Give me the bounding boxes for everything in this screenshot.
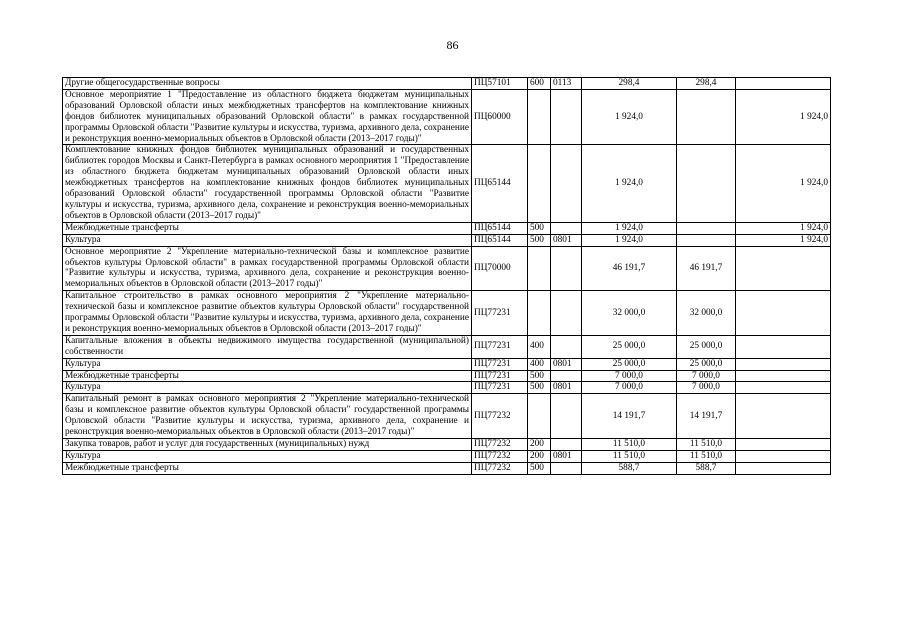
row-name-cell: Основное мероприятие 2 "Укрепление материально-технической базы и комплексное развитие объектов культуры Орловской области" в рамках государственной программы Орловской области "Развитие культуры и искусства, туризма, архивного дела, сохранение и реконструкция военно-мемориальных объектов в Орловской области (2013–2017 годы)" — [63, 246, 472, 291]
amount-col3-cell — [736, 78, 831, 90]
total-amount-cell: 1 924,0 — [582, 222, 677, 234]
expense-type-cell: 600 — [528, 78, 551, 90]
amount-col2-cell — [677, 222, 736, 234]
row-name-cell: Капитальные вложения в объекты недвижимого имущества государственной (муниципальной) собственности — [63, 335, 472, 358]
budget-table — [62, 77, 831, 475]
section-cell: 0801 — [551, 382, 582, 394]
table-row — [63, 382, 831, 394]
row-name-cell: Культура — [63, 382, 472, 394]
section-cell: 0801 — [551, 358, 582, 370]
row-name-cell: Межбюджетные трансферты — [63, 370, 472, 382]
target-code-cell: ПЦ77232 — [472, 450, 528, 462]
amount-col3-cell — [736, 358, 831, 370]
amount-col2-cell: 32 000,0 — [677, 291, 736, 336]
amount-col2-cell: 11 510,0 — [677, 450, 736, 462]
expense-type-cell — [528, 291, 551, 336]
amount-col2-cell — [677, 89, 736, 145]
amount-col3-cell: 1 924,0 — [736, 222, 831, 234]
amount-col2-cell: 298,4 — [677, 78, 736, 90]
amount-col2-cell: 14 191,7 — [677, 394, 736, 439]
table-row — [63, 335, 831, 358]
row-name-cell: Культура — [63, 358, 472, 370]
row-name-cell: Межбюджетные трансферты — [63, 462, 472, 474]
section-cell — [551, 370, 582, 382]
amount-col3-cell — [736, 291, 831, 336]
section-cell — [551, 394, 582, 439]
table-row — [63, 246, 831, 291]
row-name-cell: Комплектование книжных фондов библиотек муниципальных образований и государственных библиотек городов Москвы и Санкт-Петербурга в рамках основного мероприятия 1 "Предоставление из областного бюджета бюджетам муниципальных образований Орловской области иных межбюджетных трансфертов на комплектование книжных фондов библиотек муниципальных образований Орловской области" государственной программы Орловской области "Развитие культуры и искусства, туризма, архивного дела, сохранение и реконструкция военно-мемориальных объектов в Орловской области (2013–2017 годы)" — [63, 145, 472, 222]
section-cell — [551, 222, 582, 234]
target-code-cell: ПЦ77232 — [472, 439, 528, 451]
row-name-cell: Закупка товаров, работ и услуг для государственных (муниципальных) нужд — [63, 439, 472, 451]
expense-type-cell: 200 — [528, 450, 551, 462]
expense-type-cell: 500 — [528, 370, 551, 382]
amount-col2-cell: 11 510,0 — [677, 439, 736, 451]
expense-type-cell: 500 — [528, 234, 551, 246]
table-body — [63, 78, 831, 475]
section-cell: 0801 — [551, 234, 582, 246]
expense-type-cell: 200 — [528, 439, 551, 451]
row-name-cell: Капитальный ремонт в рамках основного мероприятия 2 "Укрепление материально-технической базы и комплексное развитие объектов культуры Орловской области" государственной программы Орловской области "Развитие культуры и искусства, туризма, архивного дела, сохранение и реконструкция военно-мемориальных объектов в Орловской области (2013–2017 годы)" — [63, 394, 472, 439]
expense-type-cell: 400 — [528, 358, 551, 370]
target-code-cell: ПЦ57101 — [472, 78, 528, 90]
amount-col3-cell — [736, 450, 831, 462]
target-code-cell: ПЦ65144 — [472, 234, 528, 246]
amount-col3-cell — [736, 462, 831, 474]
total-amount-cell: 46 191,7 — [582, 246, 677, 291]
row-name-cell: Культура — [63, 450, 472, 462]
target-code-cell: ПЦ77231 — [472, 382, 528, 394]
amount-col3-cell — [736, 394, 831, 439]
amount-col3-cell: 1 924,0 — [736, 89, 831, 145]
target-code-cell: ПЦ77231 — [472, 291, 528, 336]
table-row — [63, 370, 831, 382]
amount-col2-cell — [677, 234, 736, 246]
section-cell: 0801 — [551, 450, 582, 462]
target-code-cell: ПЦ65144 — [472, 145, 528, 222]
amount-col2-cell: 7 000,0 — [677, 370, 736, 382]
target-code-cell: ПЦ77231 — [472, 335, 528, 358]
table-row — [63, 145, 831, 222]
section-cell — [551, 462, 582, 474]
section-cell — [551, 439, 582, 451]
table-row — [63, 89, 831, 145]
target-code-cell: ПЦ77232 — [472, 462, 528, 474]
amount-col3-cell — [736, 382, 831, 394]
amount-col3-cell: 1 924,0 — [736, 145, 831, 222]
expense-type-cell: 500 — [528, 462, 551, 474]
row-name-cell: Другие общегосударственные вопросы — [63, 78, 472, 90]
amount-col2-cell — [677, 145, 736, 222]
page-number: 86 — [446, 38, 459, 52]
table-row — [63, 462, 831, 474]
expense-type-cell: 500 — [528, 382, 551, 394]
total-amount-cell: 7 000,0 — [582, 382, 677, 394]
total-amount-cell: 298,4 — [582, 78, 677, 90]
expense-type-cell — [528, 394, 551, 439]
amount-col2-cell: 588,7 — [677, 462, 736, 474]
section-cell — [551, 291, 582, 336]
amount-col3-cell — [736, 335, 831, 358]
amount-col2-cell: 25 000,0 — [677, 335, 736, 358]
row-name-cell: Межбюджетные трансферты — [63, 222, 472, 234]
row-name-cell: Культура — [63, 234, 472, 246]
row-name-cell: Капитальное строительство в рамках основного мероприятия 2 "Укрепление материально-технической базы и комплексное развитие объектов культуры Орловской области" государственной программы Орловской области "Развитие культуры и искусства, туризма, архивного дела, сохранение и реконструкция военно-мемориальных объектов в Орловской области (2013–2017 годы)" — [63, 291, 472, 336]
target-code-cell: ПЦ60000 — [472, 89, 528, 145]
amount-col3-cell — [736, 370, 831, 382]
table-row — [63, 450, 831, 462]
amount-col3-cell — [736, 246, 831, 291]
section-cell — [551, 335, 582, 358]
section-cell: 0113 — [551, 78, 582, 90]
expense-type-cell — [528, 89, 551, 145]
target-code-cell: ПЦ65144 — [472, 222, 528, 234]
amount-col3-cell — [736, 439, 831, 451]
total-amount-cell: 11 510,0 — [582, 450, 677, 462]
amount-col3-cell: 1 924,0 — [736, 234, 831, 246]
table-row — [63, 222, 831, 234]
total-amount-cell: 11 510,0 — [582, 439, 677, 451]
table-row — [63, 291, 831, 336]
target-code-cell: ПЦ70000 — [472, 246, 528, 291]
section-cell — [551, 89, 582, 145]
target-code-cell: ПЦ77231 — [472, 370, 528, 382]
table-row — [63, 439, 831, 451]
section-cell — [551, 246, 582, 291]
total-amount-cell: 588,7 — [582, 462, 677, 474]
total-amount-cell: 1 924,0 — [582, 145, 677, 222]
amount-col2-cell: 25 000,0 — [677, 358, 736, 370]
target-code-cell: ПЦ77232 — [472, 394, 528, 439]
total-amount-cell: 25 000,0 — [582, 335, 677, 358]
target-code-cell: ПЦ77231 — [472, 358, 528, 370]
total-amount-cell: 1 924,0 — [582, 234, 677, 246]
expense-type-cell — [528, 145, 551, 222]
amount-col2-cell: 7 000,0 — [677, 382, 736, 394]
total-amount-cell: 14 191,7 — [582, 394, 677, 439]
expense-type-cell: 400 — [528, 335, 551, 358]
table-row — [63, 78, 831, 90]
total-amount-cell: 32 000,0 — [582, 291, 677, 336]
expense-type-cell — [528, 246, 551, 291]
table-row — [63, 358, 831, 370]
total-amount-cell: 25 000,0 — [582, 358, 677, 370]
total-amount-cell: 7 000,0 — [582, 370, 677, 382]
amount-col2-cell: 46 191,7 — [677, 246, 736, 291]
expense-type-cell: 500 — [528, 222, 551, 234]
total-amount-cell: 1 924,0 — [582, 89, 677, 145]
table-row — [63, 234, 831, 246]
row-name-cell: Основное мероприятие 1 "Предоставление из областного бюджета бюджетам муниципальных образований Орловской области иных межбюджетных трансфертов на комплектование книжных фондов библиотек муниципальных образований Орловской области" в рамках государственной программы Орловской области "Развитие культуры и искусства, туризма, архивного дела, сохранение и реконструкция военно-мемориальных объектов в Орловской области (2013–2017 годы)" — [63, 89, 472, 145]
section-cell — [551, 145, 582, 222]
table-row — [63, 394, 831, 439]
